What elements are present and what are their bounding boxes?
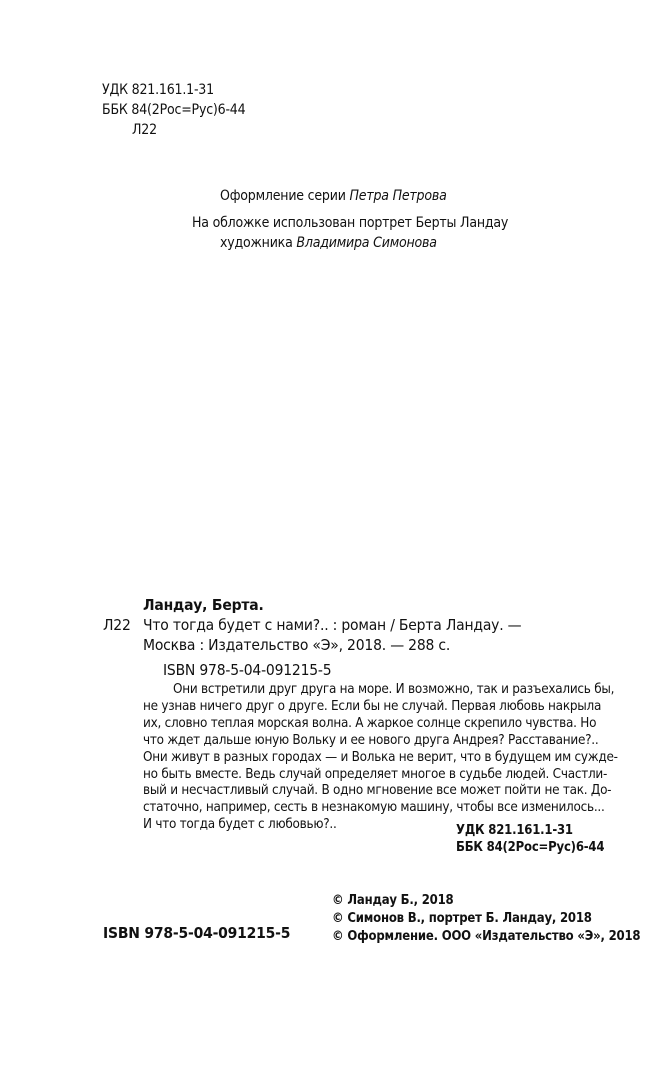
bottom-udk-code: УДК 821.161.1-31	[456, 823, 573, 838]
annotation-line: Они встретили друг друга на море. И возможно, так и разъехались бы,	[173, 682, 615, 697]
copyright-design: © Оформление. ООО «Издательство «Э», 2018	[332, 929, 641, 944]
copyright-portrait: © Симонов В., портрет Б. Ландау, 2018	[332, 911, 592, 926]
annotation-line: что ждет дальше юную Вольку и ее нового друга Андрея? Расставание?..	[143, 732, 599, 748]
annotation-line: но быть вместе. Ведь случай определяет многое в судьбе людей. Счастли-	[143, 766, 608, 782]
series-design-credit	[220, 188, 447, 204]
series-design-prefix: Оформление серии	[220, 188, 350, 204]
annotation-line: вый и несчастливый случай. В одно мгновение все может пойти не так. До-	[143, 783, 612, 799]
annotation-line: Они живут в разных городах — и Волька не верит, что в будущем им сужде-	[143, 749, 618, 765]
catalog-title-line: Что тогда будет с нами?.. : роман / Берта Ландау. —	[143, 616, 522, 634]
catalog-author-sign: Л22	[103, 616, 131, 634]
catalog-publisher-line: Москва : Издательство «Э», 2018. — 288 с.	[143, 636, 451, 654]
bottom-isbn: ISBN 978-5-04-091215-5	[103, 924, 291, 942]
artist-credit	[220, 235, 437, 251]
author-sign-code: Л22	[132, 122, 157, 138]
catalog-isbn: ISBN 978-5-04-091215-5	[163, 661, 332, 679]
annotation-line: И что тогда будет с любовью?..	[143, 817, 337, 833]
catalog-author: Ландау, Берта.	[143, 596, 264, 614]
series-designer-name: Петра Петрова	[349, 188, 447, 204]
bottom-bbk-code: ББК 84(2Рос=Рус)6-44	[456, 840, 605, 855]
udk-code: УДК 821.161.1-31	[102, 82, 214, 98]
copyright-author: © Ландау Б., 2018	[332, 893, 454, 908]
annotation-line: их, словно теплая морская волна. А жаркое солнце скрепило чувства. Но	[143, 715, 597, 731]
annotation-paragraph	[143, 682, 618, 834]
cover-portrait-credit: На обложке использован портрет Берты Ландау	[192, 215, 509, 231]
annotation-line: не узнав ничего друг о друге. Если бы не случай. Первая любовь накрыла	[143, 698, 602, 714]
annotation-line: статочно, например, сесть в незнакомую машину, чтобы все изменилось...	[143, 800, 605, 816]
artist-prefix: художника	[220, 235, 297, 251]
bbk-code: ББК 84(2Рос=Рус)6-44	[102, 102, 246, 118]
artist-name: Владимира Симонова	[296, 235, 437, 251]
